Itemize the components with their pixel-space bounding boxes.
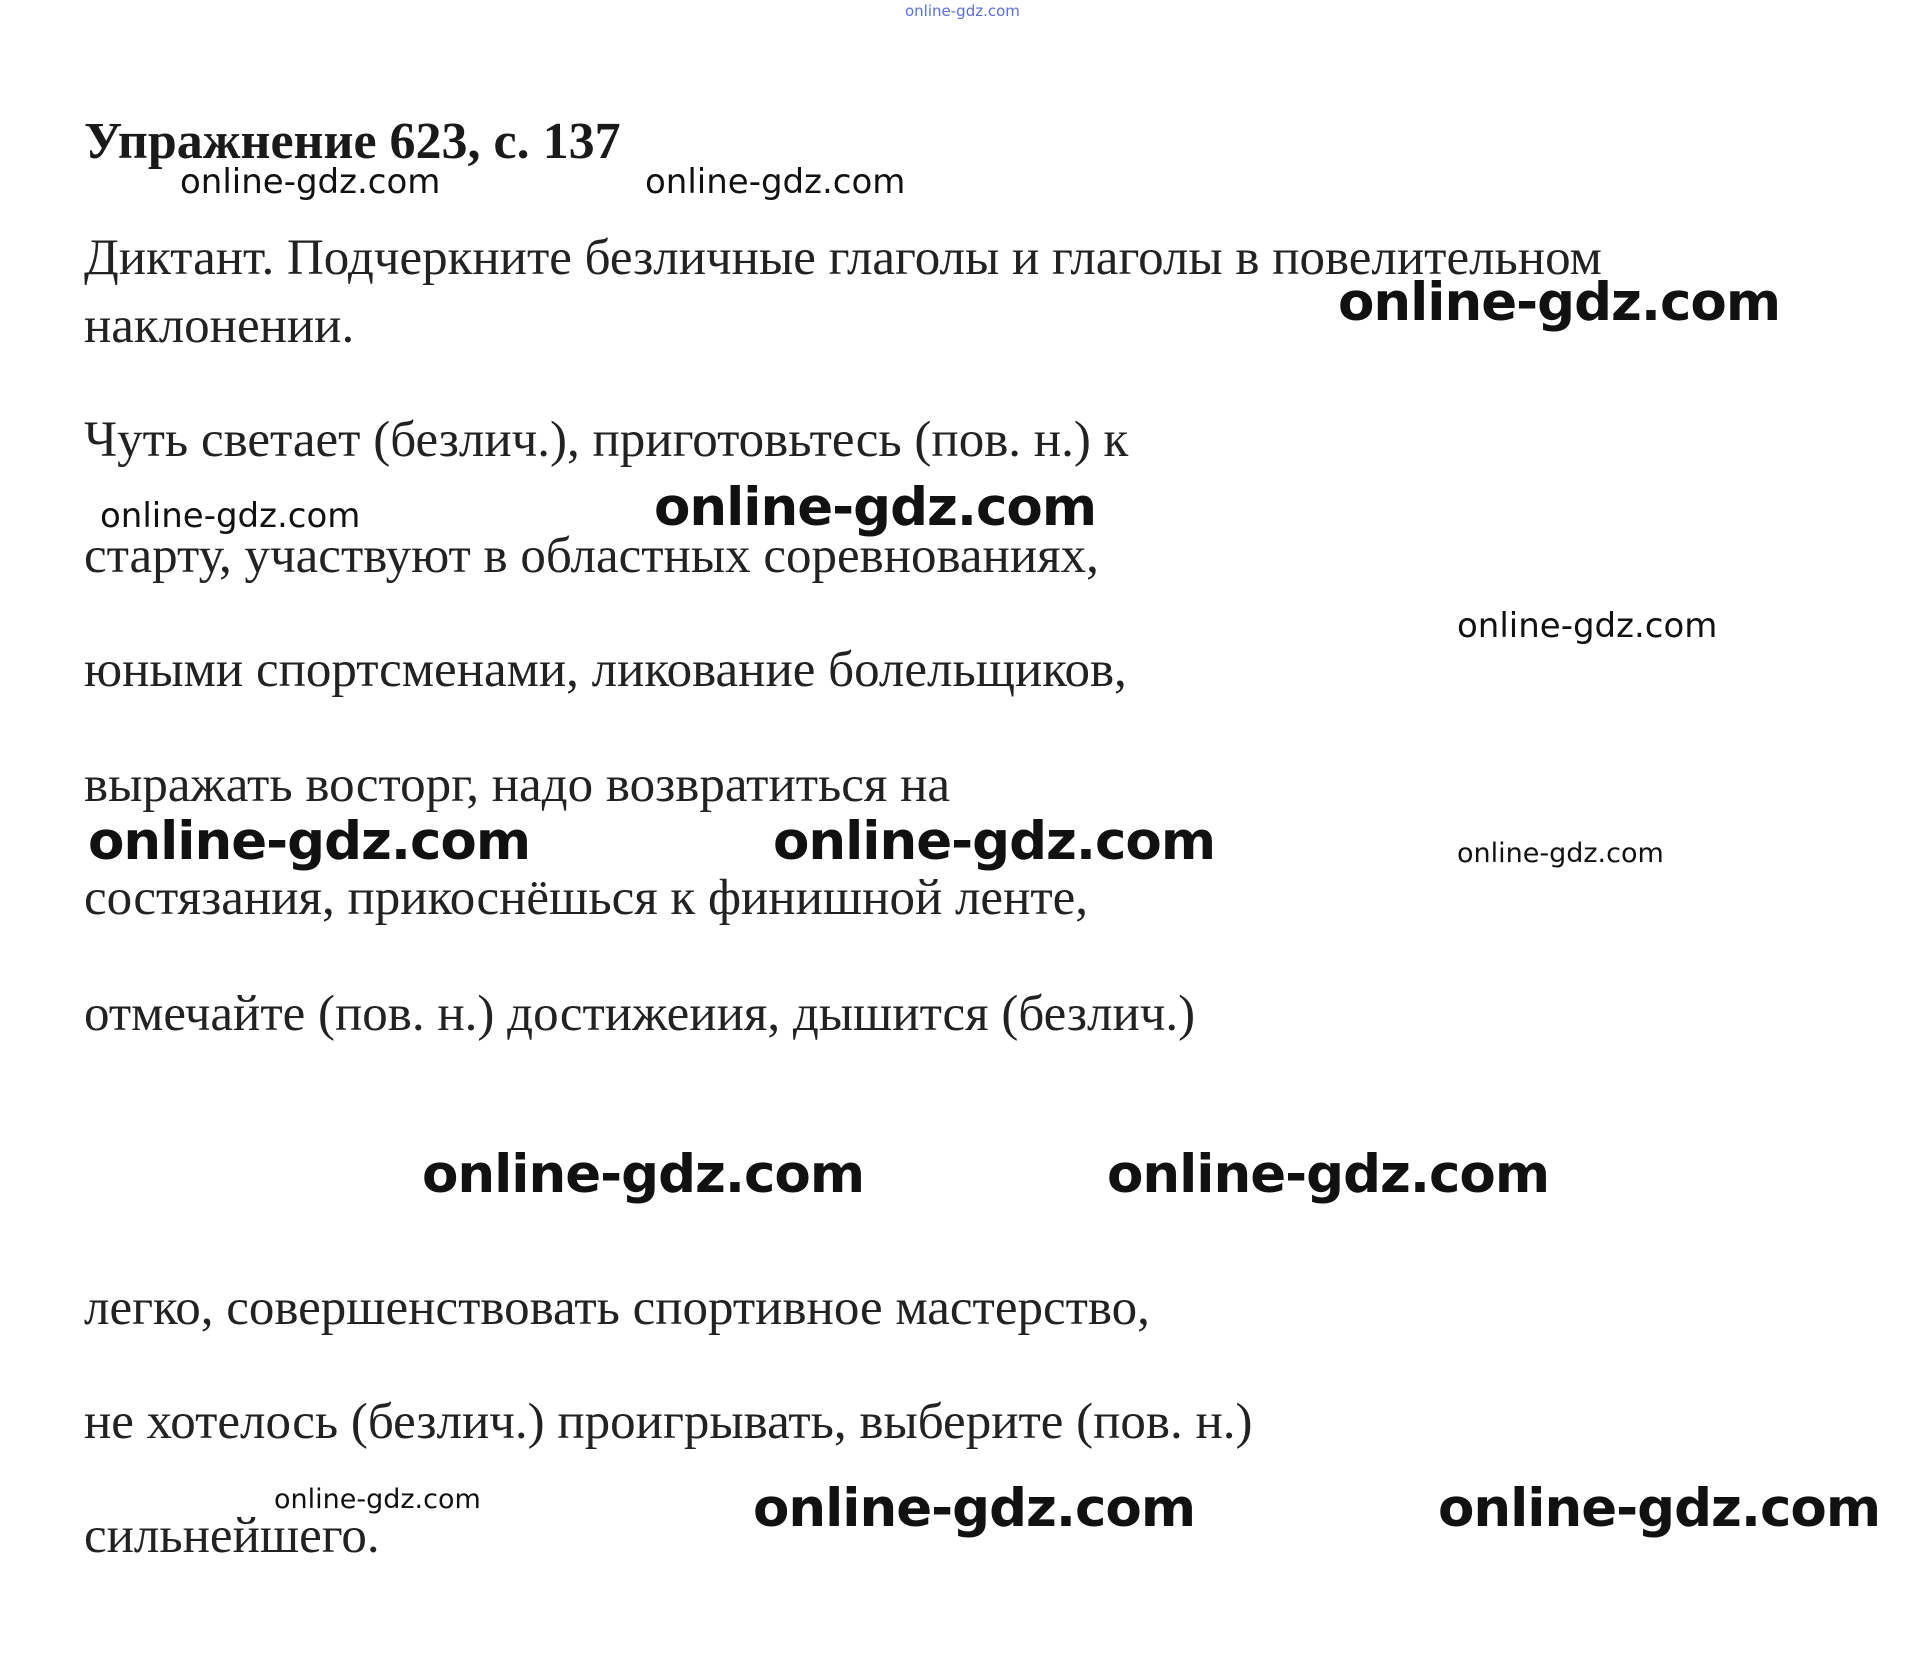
answer-line-5: состязания, прикоснёшься к финишной ленте, (84, 870, 1089, 926)
watermark: online-gdz.com (1438, 1478, 1881, 1539)
watermark: online-gdz.com (1457, 606, 1718, 646)
answer-line-7: легко, совершенствовать спортивное мастерство, (84, 1280, 1150, 1336)
answer-line-6: отмечайте (пов. н.) достижеиия, дышится (безлич.) (84, 986, 1196, 1042)
answer-line-9: сильнейшего. (84, 1508, 380, 1564)
watermark: online-gdz.com (1338, 272, 1781, 333)
exercise-title: Упражнение 623, с. 137 (84, 113, 621, 170)
watermark: online-gdz.com (645, 162, 906, 202)
watermark: online-gdz.com (422, 1144, 865, 1205)
answer-line-4: выражать восторг, надо возвратиться на (84, 757, 951, 813)
answer-line-2: старту, участвуют в областных соревнованиях, (84, 528, 1099, 584)
watermark: online-gdz.com (100, 496, 361, 536)
watermark: online-gdz.com (1457, 838, 1664, 869)
watermark: online-gdz.com (753, 1478, 1196, 1539)
task-line-1: Диктант. Подчеркните безличные глаголы и глаголы в повелительном (84, 230, 1602, 286)
watermark: online-gdz.com (274, 1484, 481, 1515)
watermark: online-gdz.com (1107, 1144, 1550, 1205)
watermark: online-gdz.com (88, 811, 531, 872)
answer-line-3: юными спортсменами, ликование болельщиков, (84, 642, 1127, 698)
answer-line-8: не хотелось (безлич.) проигрывать, выберите (пов. н.) (84, 1394, 1253, 1450)
watermark: online-gdz.com (773, 811, 1216, 872)
answer-line-1: Чуть светает (безлич.), приготовьтесь (пов. н.) к (84, 412, 1129, 468)
top-watermark: online-gdz.com (905, 2, 1020, 20)
watermark: online-gdz.com (180, 162, 441, 202)
task-line-2: наклонении. (84, 298, 355, 354)
watermark: online-gdz.com (654, 477, 1097, 538)
